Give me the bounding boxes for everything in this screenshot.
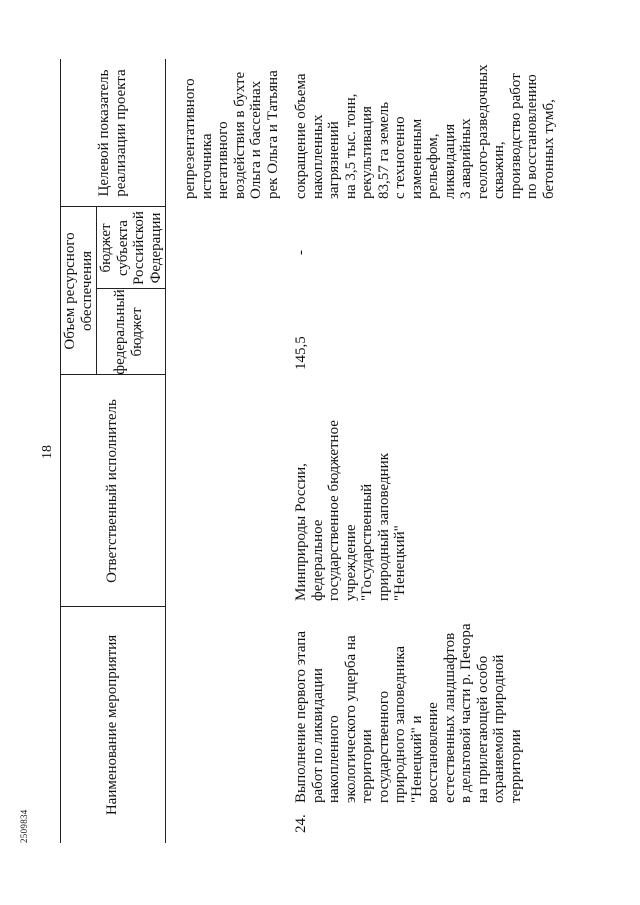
page-number: 18 — [40, 445, 55, 459]
resources-subheader-rule — [96, 207, 97, 375]
header-bottom-rule — [165, 59, 166, 843]
row-target: сокращение объема накопленных загрязнений на 3,5 тыс. тонн, рекультивация 83,57 га земель с техногенно измененным рельефом, ликвидация 3 аварийных геолого-разведочных скважин, производство работ по восстановлению бетонных тумб, — [293, 64, 557, 199]
row-regional-budget: - — [293, 250, 309, 255]
header-resources: Объем ресурсного обеспечения — [62, 232, 95, 350]
table-top-rule — [60, 59, 61, 843]
header-executor: Ответственный исполнитель — [104, 399, 120, 583]
header-name: Наименование мероприятия — [104, 634, 120, 816]
header-regional: бюджет субъекта Российской Федерации — [98, 211, 164, 285]
carryover-target-text: репрезентативного источника негативного воздействия в бухте Ольга и бассейнах рек Ольга и Татьяна — [182, 70, 281, 199]
header-target: Целевой показатель реализации проекта — [96, 69, 129, 197]
row-federal-budget: 145,5 — [293, 336, 309, 370]
header-federal: федеральный бюджет — [112, 289, 145, 375]
document-id: 2509834 — [19, 809, 29, 843]
row-executor: Минприроды России, федеральное государственное бюджетное учреждение "Государственный природный заповедник "Ненецкий" — [293, 420, 408, 601]
row-name: Выполнение первого этапа работ по ликвидации накопленного экологического ущерба на территории государственного природного заповедника "Ненецкий" и восстановление естественных ландшафтов в дельтовой части р. Печора на прилегающей особо охраняемой природной территории — [293, 623, 524, 803]
row-number: 24. — [293, 814, 309, 833]
